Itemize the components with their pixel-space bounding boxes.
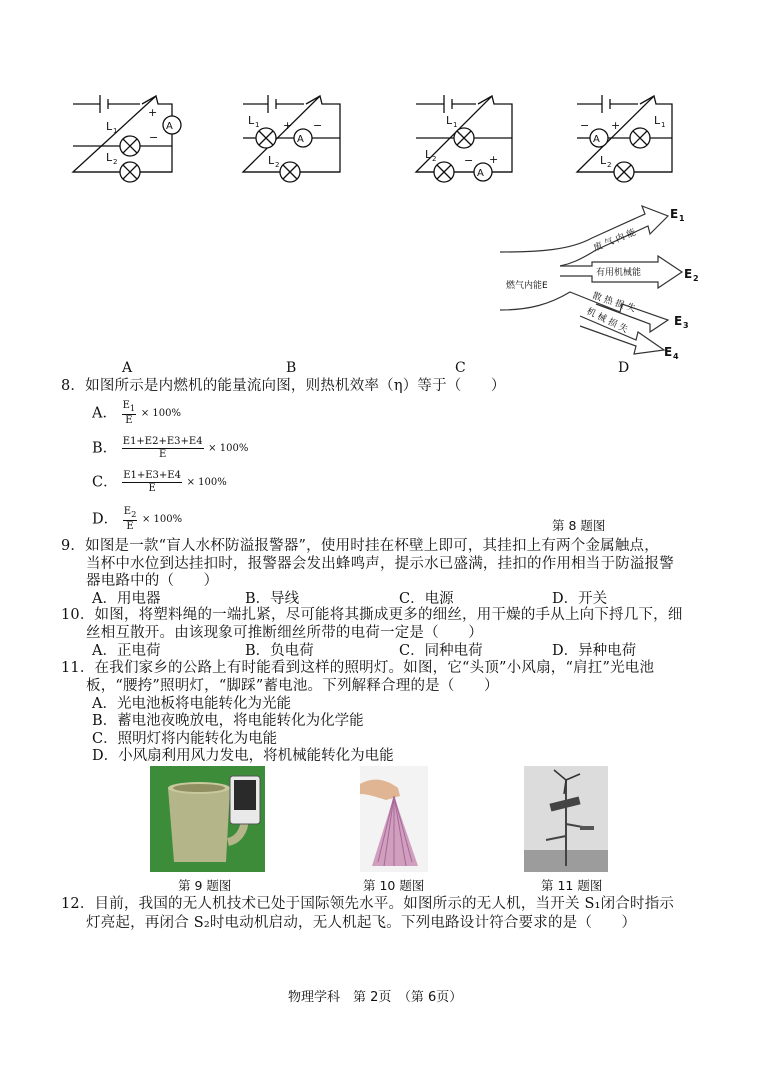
- q12-line1: 12．目前，我国的无人机技术已处于国际领先水平。如图所示的无人机，当开关 S₁闭合时指示: [61, 896, 675, 912]
- fraction: [122, 470, 182, 495]
- lamp-label: L: [106, 120, 113, 133]
- q9-option-d[interactable]: D．开关: [552, 591, 608, 607]
- q8-option-a[interactable]: [92, 400, 181, 427]
- circuit-label-d: D: [618, 360, 630, 376]
- subscript: 2: [131, 509, 137, 519]
- denominator: E: [159, 449, 167, 460]
- lamp-sub: 1: [453, 121, 458, 129]
- q11-option-d[interactable]: D．小风扇利用风力发电，将机械能转化为电能: [92, 748, 394, 764]
- circuit-d: [577, 95, 672, 182]
- lamp-sub: 1: [113, 127, 118, 135]
- source-energy-label: 燃气内能E: [506, 281, 548, 291]
- page-footer: 物理学科 第 2页 （第 6页）: [288, 990, 463, 1005]
- lamp-label: L: [600, 154, 607, 167]
- denominator: E: [126, 521, 134, 532]
- lamp-label: L: [248, 114, 255, 127]
- e-sub: 4: [673, 352, 679, 361]
- cup-alarm-photo: [150, 766, 265, 872]
- lamp-sub: 1: [255, 121, 260, 129]
- ammeter-label: A: [297, 134, 304, 145]
- figure-9-caption: 第 9 题图: [178, 878, 232, 893]
- figure-11-caption: 第 11 题图: [541, 878, 603, 893]
- numerator: E1+E3+E4: [123, 470, 181, 481]
- q12-line2: 灯亮起，再闭合 S₂时电动机启动，无人机起飞。下列电路设计符合要求的是（ ）: [86, 915, 637, 931]
- minus-sign: −: [313, 119, 323, 132]
- q8-option-b[interactable]: [92, 436, 248, 461]
- denominator: E: [148, 483, 156, 494]
- q9-option-a[interactable]: A．用电器: [92, 591, 161, 607]
- lamp-label: L: [654, 114, 661, 127]
- e3-label: E: [674, 314, 683, 328]
- q10-line1: 10．如图，将塑料绳的一端扎紧，尽可能将其撕成更多的细丝，用干燥的手从上向下捋几下，细: [61, 607, 683, 623]
- q9-line1: 9．如图是一款“盲人水杯防溢报警器”，使用时挂在杯壁上即可，其挂扣上有两个金属触点，: [61, 538, 659, 554]
- subscript: 1: [129, 403, 136, 413]
- street-lamp-photo: [524, 766, 608, 872]
- option-letter: A．: [92, 405, 117, 422]
- plus-sign: +: [148, 106, 158, 119]
- circuit-label-c: C: [455, 360, 466, 376]
- q11-option-a[interactable]: A．光电池板将电能转化为光能: [92, 696, 291, 712]
- q10-option-a[interactable]: A．正电荷: [92, 643, 161, 659]
- denominator: E: [125, 415, 133, 426]
- circuit-c: [416, 95, 512, 182]
- q8-option-c[interactable]: [92, 470, 227, 495]
- option-letter: C．: [92, 474, 118, 491]
- q11-option-c[interactable]: C．照明灯将内能转化为电能: [92, 731, 278, 747]
- plus-sign: +: [611, 119, 621, 132]
- q8-stem: 8．如图所示是内燃机的能量流向图，则热机效率（η）等于（ ）: [61, 378, 506, 394]
- lamp-sub: 2: [275, 161, 280, 169]
- q10-option-d[interactable]: D．异种电荷: [552, 643, 637, 659]
- fraction: [123, 506, 138, 533]
- times-percent: × 100%: [186, 477, 227, 488]
- option-letter: B．: [92, 440, 118, 457]
- waste-gas-label: 废 气 内 能: [592, 227, 638, 254]
- q8-option-d[interactable]: [92, 506, 182, 533]
- numerator: E: [123, 506, 132, 517]
- plus-sign: +: [489, 153, 499, 166]
- energy-flow-diagram: [500, 200, 710, 365]
- plastic-rope-photo: [360, 766, 428, 872]
- minus-sign: −: [464, 154, 474, 167]
- mech-loss-label: 机 械 损 失: [584, 306, 630, 336]
- e4-label: E: [664, 345, 673, 359]
- circuit-a: [73, 95, 181, 182]
- times-percent: × 100%: [141, 514, 183, 525]
- fraction: [122, 400, 137, 427]
- plus-sign: +: [283, 119, 293, 132]
- ammeter-label: A: [593, 134, 600, 145]
- circuit-b: [243, 95, 340, 182]
- q11-line1: 11．在我们家乡的公路上有时能看到这样的照明灯。如图，它“头顶”小风扇，“肩扛”光电池: [61, 660, 655, 676]
- q10-option-c[interactable]: C．同种电荷: [399, 643, 483, 659]
- ammeter-label: A: [477, 168, 484, 179]
- q9-line3: 器电路中的（ ）: [86, 573, 219, 589]
- e-sub: 3: [683, 321, 689, 330]
- useful-energy-label: 有用机械能: [596, 268, 642, 278]
- lamp-label: L: [446, 114, 453, 127]
- q10-option-b[interactable]: B．负电荷: [245, 643, 314, 659]
- e1-label: E: [670, 207, 679, 221]
- lamp-label: L: [106, 151, 113, 164]
- heat-loss-label: 散 热 损 失: [591, 291, 637, 315]
- lamp-sub: 2: [432, 155, 437, 163]
- ammeter-label: A: [166, 121, 173, 132]
- circuit-label-b: B: [286, 360, 297, 376]
- lamp-sub: 1: [661, 121, 666, 129]
- q11-line2: 板，“腰挎”照明灯，“脚踩”蓄电池。下列解释合理的是（ ）: [86, 678, 499, 694]
- numerator: E1+E2+E3+E4: [122, 436, 203, 447]
- q9-option-c[interactable]: C．电源: [399, 591, 454, 607]
- q9-option-b[interactable]: B．导线: [245, 591, 300, 607]
- numerator: E: [122, 400, 130, 411]
- circuit-label-a: A: [122, 360, 133, 376]
- minus-sign: −: [149, 131, 159, 144]
- lamp-sub: 2: [607, 161, 612, 169]
- circuit-diagrams: [0, 0, 760, 200]
- lamp-sub: 2: [113, 158, 118, 166]
- lamp-label: L: [268, 154, 275, 167]
- q9-line2: 当杯中水位到达挂扣时，报警器会发出蜂鸣声，提示水已盛满，挂扣的作用相当于防溢报警: [86, 556, 674, 572]
- figure-10-caption: 第 10 题图: [363, 878, 425, 893]
- minus-sign: −: [580, 119, 590, 132]
- q10-line2: 丝相互散开。由该现象可推断细丝所带的电荷一定是（ ）: [86, 625, 483, 641]
- times-percent: × 100%: [208, 443, 249, 454]
- lamp-label: L: [425, 148, 432, 161]
- times-percent: × 100%: [140, 408, 181, 419]
- e-sub: 2: [693, 274, 699, 283]
- q8-figure-caption: 第 8 题图: [552, 518, 606, 533]
- option-letter: D．: [92, 511, 119, 528]
- q11-option-b[interactable]: B．蓄电池夜晚放电，将电能转化为化学能: [92, 713, 364, 729]
- e2-label: E: [684, 267, 693, 281]
- fraction: [122, 436, 204, 461]
- e-sub: 1: [679, 214, 685, 223]
